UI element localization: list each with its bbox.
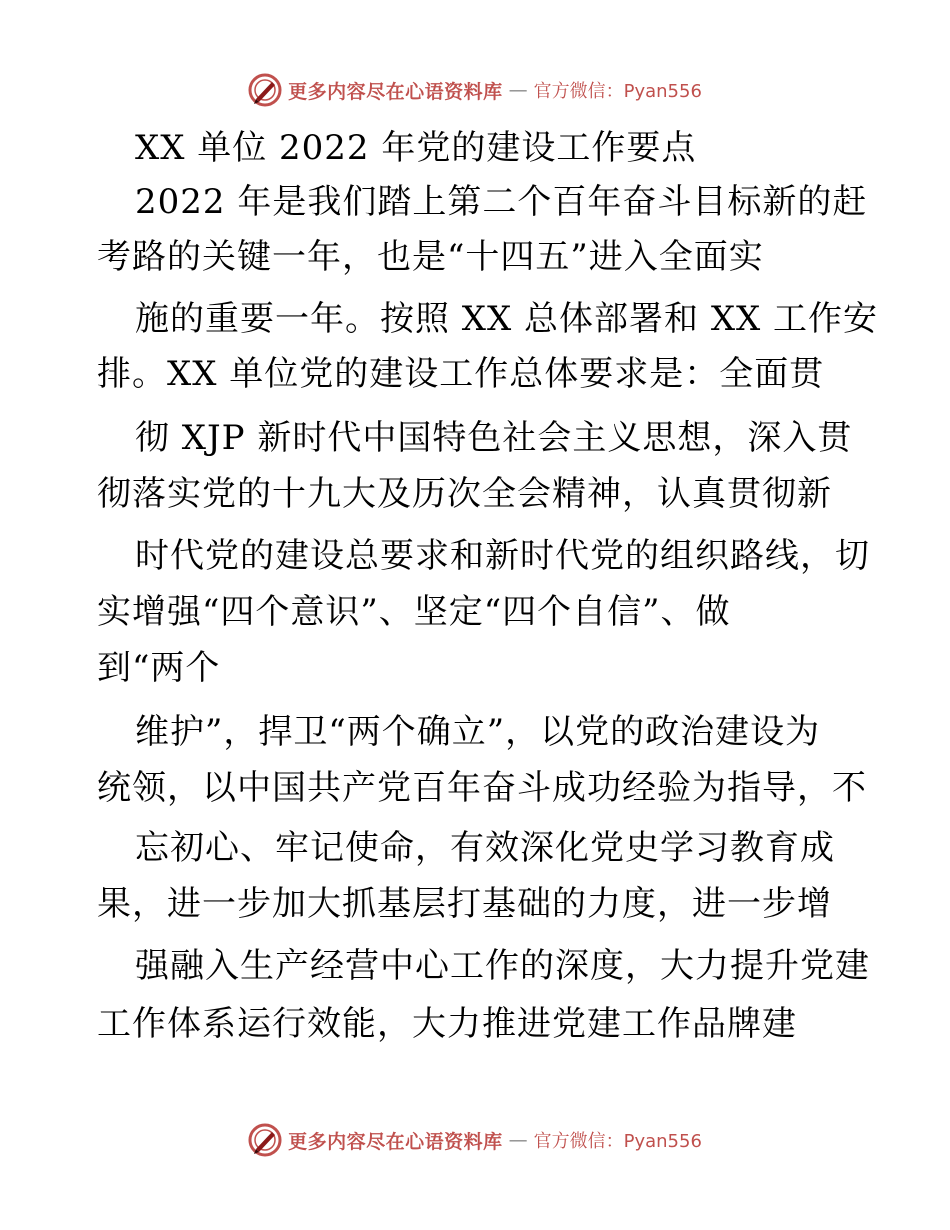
header-watermark xyxy=(0,70,950,110)
pen-logo-icon xyxy=(248,1123,282,1157)
paragraph-line: 强融入生产经营中心工作的深度，大力提升党建 xyxy=(135,946,870,986)
document-title: XX 单位 2022 年党的建设工作要点 xyxy=(135,128,697,168)
paragraph-line: 维护”，捍卫“两个确立”，以党的政治建设为 xyxy=(135,712,821,752)
paragraph-line: 工作体系运行效能，大力推进党建工作品牌建 xyxy=(97,1004,797,1044)
pen-logo-icon xyxy=(248,73,282,107)
paragraph-line: 排。XX 单位党的建设工作总体要求是：全面贯 xyxy=(97,354,825,394)
watermark-wechat: 官方微信：Pyan556 xyxy=(533,1131,702,1152)
paragraph-line: 考路的关键一年，也是“十四五”进入全面实 xyxy=(97,237,764,277)
footer-watermark xyxy=(0,1120,950,1160)
watermark-brand: 更多内容尽在心语资料库 xyxy=(288,80,503,103)
paragraph-line: 彻落实党的十九大及历次全会精神，认真贯彻新 xyxy=(97,474,832,514)
paragraph-line: 彻 XJP 新时代中国特色社会主义思想，深入贯 xyxy=(135,418,853,458)
paragraph-line: 实增强“四个意识”、坚定“四个自信”、做 xyxy=(97,592,731,632)
paragraph-line: 2022 年是我们踏上第二个百年奋斗目标新的赶 xyxy=(135,182,868,222)
watermark-separator: — xyxy=(508,79,528,101)
paragraph-line: 果，进一步加大抓基层打基础的力度，进一步增 xyxy=(97,884,832,924)
paragraph-line: 忘初心、牢记使命，有效深化党史学习教育成 xyxy=(135,828,835,868)
paragraph-line: 统领，以中国共产党百年奋斗成功经验为指导，不 xyxy=(97,768,867,808)
paragraph-line: 施的重要一年。按照 XX 总体部署和 XX 工作安 xyxy=(135,299,879,339)
watermark-brand: 更多内容尽在心语资料库 xyxy=(288,1130,503,1153)
watermark-wechat: 官方微信：Pyan556 xyxy=(533,81,702,102)
watermark-separator: — xyxy=(508,1129,528,1151)
paragraph-line: 到“两个 xyxy=(97,648,221,688)
paragraph-line: 时代党的建设总要求和新时代党的组织路线，切 xyxy=(135,536,870,576)
